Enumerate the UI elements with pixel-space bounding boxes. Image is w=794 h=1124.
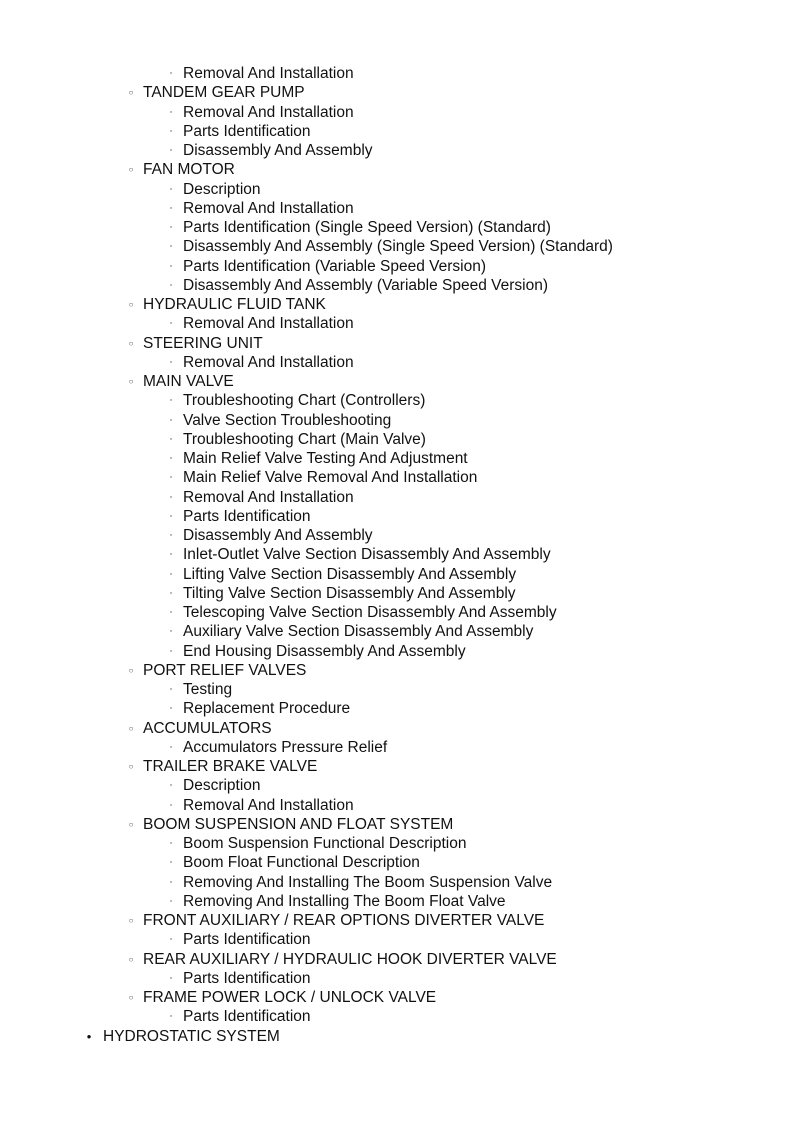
- toc-entry-label: Disassembly And Assembly (Single Speed Version) (Standard): [183, 238, 613, 256]
- toc-subsection[interactable]: [0, 334, 794, 353]
- bullet-square-icon: ▫: [169, 262, 173, 270]
- toc-topic[interactable]: [0, 1007, 794, 1026]
- toc-subsection[interactable]: [0, 757, 794, 776]
- bullet-square-icon: ▫: [169, 358, 173, 366]
- toc-topic[interactable]: [0, 680, 794, 699]
- toc-subsection[interactable]: [0, 661, 794, 680]
- toc-entry-label: Troubleshooting Chart (Main Valve): [183, 430, 426, 448]
- toc-subsection[interactable]: [0, 83, 794, 102]
- toc-entry-label: End Housing Disassembly And Assembly: [183, 642, 466, 660]
- bullet-square-icon: ▫: [169, 801, 173, 809]
- bullet-square-icon: ▫: [169, 782, 173, 790]
- toc-entry-label: TANDEM GEAR PUMP: [143, 84, 305, 102]
- toc-topic[interactable]: [0, 468, 794, 487]
- bullet-square-icon: ▫: [169, 532, 173, 539]
- toc-entry-label: Description: [183, 180, 261, 198]
- bullet-disc-icon: •: [86, 1028, 92, 1044]
- bullet-square-icon: ▫: [169, 416, 173, 424]
- bullet-circle-icon: ○: [128, 338, 134, 348]
- toc-entry-label: Removal And Installation: [183, 353, 354, 371]
- toc-entry-label: ACCUMULATORS: [143, 719, 272, 737]
- toc-topic[interactable]: [0, 642, 794, 661]
- toc-entry-label: Inlet-Outlet Valve Section Disassembly And Assembly: [183, 546, 551, 564]
- toc-subsection[interactable]: [0, 160, 794, 179]
- bullet-circle-icon: ○: [128, 377, 134, 386]
- bullet-circle-icon: ○: [128, 916, 134, 925]
- table-of-contents-list: [0, 64, 794, 1046]
- bullet-circle-icon: ○: [128, 762, 134, 771]
- toc-entry-label: Replacement Procedure: [183, 700, 351, 718]
- toc-entry-label: Removal And Installation: [183, 199, 354, 217]
- toc-topic[interactable]: [0, 353, 794, 372]
- toc-topic[interactable]: [0, 180, 794, 199]
- bullet-square-icon: ▫: [169, 474, 173, 482]
- toc-topic[interactable]: [0, 141, 794, 160]
- toc-topic[interactable]: [0, 449, 794, 468]
- toc-topic[interactable]: [0, 391, 794, 410]
- toc-entry-label: Lifting Valve Section Disassembly And Assembly: [183, 565, 517, 583]
- bullet-square-icon: ▫: [169, 628, 173, 636]
- toc-topic[interactable]: [0, 488, 794, 507]
- bullet-square-icon: ▫: [169, 647, 173, 655]
- bullet-square-icon: ▫: [169, 108, 173, 116]
- toc-topic[interactable]: [0, 199, 794, 218]
- toc-entry-label: Disassembly And Assembly (Variable Speed Version): [183, 276, 548, 294]
- toc-topic[interactable]: [0, 603, 794, 622]
- bullet-square-icon: ▫: [169, 204, 173, 212]
- toc-entry-label: Main Relief Valve Removal And Installation: [183, 469, 478, 487]
- toc-entry-label: Disassembly And Assembly: [183, 527, 373, 544]
- toc-entry-label: Removal And Installation: [183, 65, 354, 82]
- toc-entry-label: Parts Identification (Variable Speed Version): [183, 257, 486, 275]
- toc-entry-label: Parts Identification: [183, 122, 311, 140]
- toc-topic[interactable]: [0, 314, 794, 333]
- toc-entry-label: Removal And Installation: [183, 796, 354, 814]
- toc-entry-label: Removal And Installation: [183, 103, 354, 121]
- toc-topic[interactable]: [0, 257, 794, 276]
- bullet-square-icon: ▫: [169, 589, 173, 597]
- bullet-square-icon: ▫: [169, 185, 173, 193]
- toc-topic[interactable]: [0, 545, 794, 564]
- toc-subsection[interactable]: [0, 815, 794, 834]
- bullet-square-icon: ▫: [169, 320, 173, 328]
- toc-entry-label: Removal And Installation: [183, 488, 354, 506]
- toc-topic[interactable]: [0, 565, 794, 584]
- bullet-square-icon: ▫: [169, 493, 173, 501]
- toc-entry-label: HYDROSTATIC SYSTEM: [103, 1027, 280, 1045]
- toc-topic[interactable]: [0, 430, 794, 449]
- toc-topic[interactable]: [0, 834, 794, 853]
- bullet-circle-icon: ○: [128, 819, 134, 829]
- toc-subsection[interactable]: [0, 950, 794, 969]
- toc-section[interactable]: [0, 1027, 794, 1046]
- bullet-square-icon: ▫: [169, 551, 173, 559]
- bullet-square-icon: ▫: [169, 281, 173, 289]
- toc-topic[interactable]: [0, 873, 794, 892]
- toc-topic[interactable]: [0, 853, 794, 872]
- toc-entry-label: Accumulators Pressure Relief: [183, 738, 388, 756]
- bullet-circle-icon: ○: [128, 88, 134, 98]
- bullet-square-icon: ▫: [169, 840, 173, 847]
- bullet-square-icon: ▫: [169, 609, 173, 616]
- toc-entry-label: REAR AUXILIARY / HYDRAULIC HOOK DIVERTER VALVE: [143, 950, 557, 968]
- toc-entry-label: PORT RELIEF VALVES: [143, 661, 307, 679]
- bullet-square-icon: ▫: [169, 435, 173, 443]
- bullet-circle-icon: ○: [128, 300, 134, 309]
- bullet-square-icon: ▫: [169, 686, 173, 693]
- bullet-square-icon: ▫: [169, 1013, 173, 1021]
- toc-entry-label: HYDRAULIC FLUID TANK: [143, 296, 326, 313]
- toc-topic[interactable]: [0, 622, 794, 641]
- toc-entry-label: Main Relief Valve Testing And Adjustment: [183, 450, 468, 467]
- toc-subsection[interactable]: [0, 911, 794, 930]
- toc-topic[interactable]: [0, 411, 794, 430]
- toc-entry-label: Parts Identification: [183, 507, 311, 525]
- toc-topic[interactable]: [0, 507, 794, 526]
- toc-subsection[interactable]: [0, 719, 794, 738]
- toc-entry-label: BOOM SUSPENSION AND FLOAT SYSTEM: [143, 815, 454, 833]
- bullet-square-icon: ▫: [169, 512, 173, 520]
- toc-entry-label: Parts Identification: [183, 1008, 311, 1026]
- bullet-square-icon: ▫: [169, 147, 173, 154]
- toc-topic[interactable]: [0, 796, 794, 815]
- toc-entry-label: Tilting Valve Section Disassembly And Assembly: [183, 584, 516, 602]
- toc-entry-label: STEERING UNIT: [143, 334, 263, 352]
- bullet-square-icon: ▫: [169, 705, 173, 713]
- toc-entry-label: MAIN VALVE: [143, 373, 234, 390]
- toc-subsection[interactable]: [0, 372, 794, 391]
- toc-entry-label: Troubleshooting Chart (Controllers): [183, 392, 426, 410]
- bullet-square-icon: ▫: [169, 570, 173, 578]
- bullet-square-icon: ▫: [169, 455, 173, 462]
- toc-topic[interactable]: [0, 738, 794, 757]
- bullet-square-icon: ▫: [169, 897, 173, 905]
- toc-topic[interactable]: [0, 776, 794, 795]
- bullet-square-icon: ▫: [169, 936, 173, 944]
- toc-topic[interactable]: [0, 64, 794, 83]
- bullet-square-icon: ▫: [169, 397, 173, 405]
- toc-entry-label: Removal And Installation: [183, 315, 354, 333]
- bullet-square-icon: ▫: [169, 974, 173, 982]
- toc-topic[interactable]: [0, 218, 794, 237]
- toc-topic[interactable]: [0, 584, 794, 603]
- toc-entry-label: Auxiliary Valve Section Disassembly And Assembly: [183, 623, 534, 641]
- toc-entry-label: FRONT AUXILIARY / REAR OPTIONS DIVERTER VALVE: [143, 912, 545, 929]
- toc-entry-label: TRAILER BRAKE VALVE: [143, 758, 318, 775]
- bullet-square-icon: ▫: [169, 859, 173, 867]
- bullet-square-icon: ▫: [169, 70, 173, 77]
- bullet-circle-icon: ○: [128, 723, 134, 733]
- bullet-square-icon: ▫: [169, 224, 173, 231]
- toc-entry-label: Boom Suspension Functional Description: [183, 835, 467, 852]
- toc-entry-label: Valve Section Troubleshooting: [183, 411, 392, 429]
- toc-entry-label: FAN MOTOR: [143, 161, 235, 179]
- toc-entry-label: Description: [183, 777, 261, 795]
- toc-entry-label: Disassembly And Assembly: [183, 142, 373, 159]
- toc-topic[interactable]: [0, 699, 794, 718]
- bullet-square-icon: ▫: [169, 743, 173, 751]
- toc-entry-label: FRAME POWER LOCK / UNLOCK VALVE: [143, 989, 437, 1006]
- toc-topic[interactable]: [0, 892, 794, 911]
- toc-entry-label: Boom Float Functional Description: [183, 854, 420, 872]
- bullet-circle-icon: ○: [128, 954, 134, 964]
- toc-topic[interactable]: [0, 969, 794, 988]
- bullet-square-icon: ▫: [169, 243, 173, 251]
- toc-entry-label: Parts Identification: [183, 969, 311, 987]
- toc-topic[interactable]: [0, 276, 794, 295]
- toc-topic[interactable]: [0, 103, 794, 122]
- toc-topic[interactable]: [0, 526, 794, 545]
- toc-entry-label: Removing And Installing The Boom Float Valve: [183, 892, 506, 910]
- toc-entry-label: Parts Identification (Single Speed Version) (Standard): [183, 219, 551, 236]
- bullet-circle-icon: ○: [128, 165, 134, 175]
- toc-topic[interactable]: [0, 930, 794, 949]
- toc-topic[interactable]: [0, 237, 794, 256]
- toc-entry-label: Testing: [183, 681, 233, 698]
- toc-subsection[interactable]: [0, 988, 794, 1007]
- toc-subsection[interactable]: [0, 295, 794, 314]
- toc-entry-label: Removing And Installing The Boom Suspension Valve: [183, 873, 553, 891]
- bullet-circle-icon: ○: [128, 665, 134, 675]
- toc-entry-label: Telescoping Valve Section Disassembly And Assembly: [183, 604, 557, 621]
- toc-entry-label: Parts Identification: [183, 931, 311, 949]
- bullet-square-icon: ▫: [169, 878, 173, 886]
- toc-topic[interactable]: [0, 122, 794, 141]
- bullet-square-icon: ▫: [169, 127, 173, 135]
- bullet-circle-icon: ○: [128, 993, 134, 1002]
